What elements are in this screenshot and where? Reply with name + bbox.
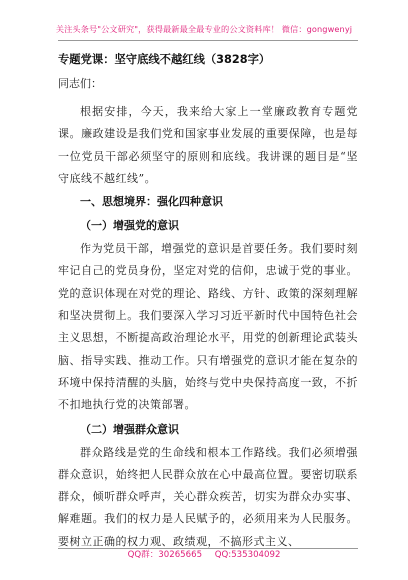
footer (0, 548, 408, 560)
section-heading-1: 一、思想境界：强化四种意识 (80, 195, 223, 209)
subsection-body-1: 作为党员干部，增强党的意识是首要任务。我们要时刻牢记自己的党员身份，坚定对党的信仰，忠诚于党的事业。党的意识体现在对党的理论、路线、方针、政策的深刻理解和坚决贯彻上。我们要深入学习习近平新时代中国特色社会主义思想，不断提高政治理论水平，用党的创新理论武装头脑、指导实践、推动工作。只有增强党的意识才能在复杂的环境中保持清醒的头脑，始终与党中央保持高度一致，不折不扣地执行党的决策部署。 (58, 242, 358, 412)
header-divider (58, 40, 358, 41)
document-title: 专题党课：坚守底线不越红线（3828字） (58, 53, 271, 66)
salutation: 同志们： (58, 77, 102, 90)
footer-qq-group: QQ群：30265665 (127, 550, 203, 560)
document-body (58, 51, 358, 553)
subsection-body-2: 群众路线是党的生命线和根本工作路线。我们必须增强群众意识，始终把人民群众放在心中最高位置。要密切联系群众，倾听群众呼声，关心群众疾苦，切实为群众办实事、解难题。我们的权力是人民赋予的，必须用来为人民服务。要树立正确的权力观、政绩观，不搞形式主义、 (58, 445, 358, 548)
intro-paragraph: 根据安排，今天，我来给大家上一堂廉政教育专题党课。廉政建设是我们党和国家事业发展的重要保障，也是每一位党员干部必须坚守的原则和底线。我讲课的题目是“坚守底线不越红线”。 (58, 105, 358, 185)
subsection-heading-2: （二）增强群众意识 (80, 422, 179, 436)
header-notice: 关注头条号"公文研究"，获得最新最全最专业的公文资料库！ 微信：gongwenyj (55, 24, 353, 34)
subsection-heading-1: （一）增强党的意识 (80, 219, 179, 233)
footer-qq-contact: QQ:535304092 (214, 550, 281, 560)
